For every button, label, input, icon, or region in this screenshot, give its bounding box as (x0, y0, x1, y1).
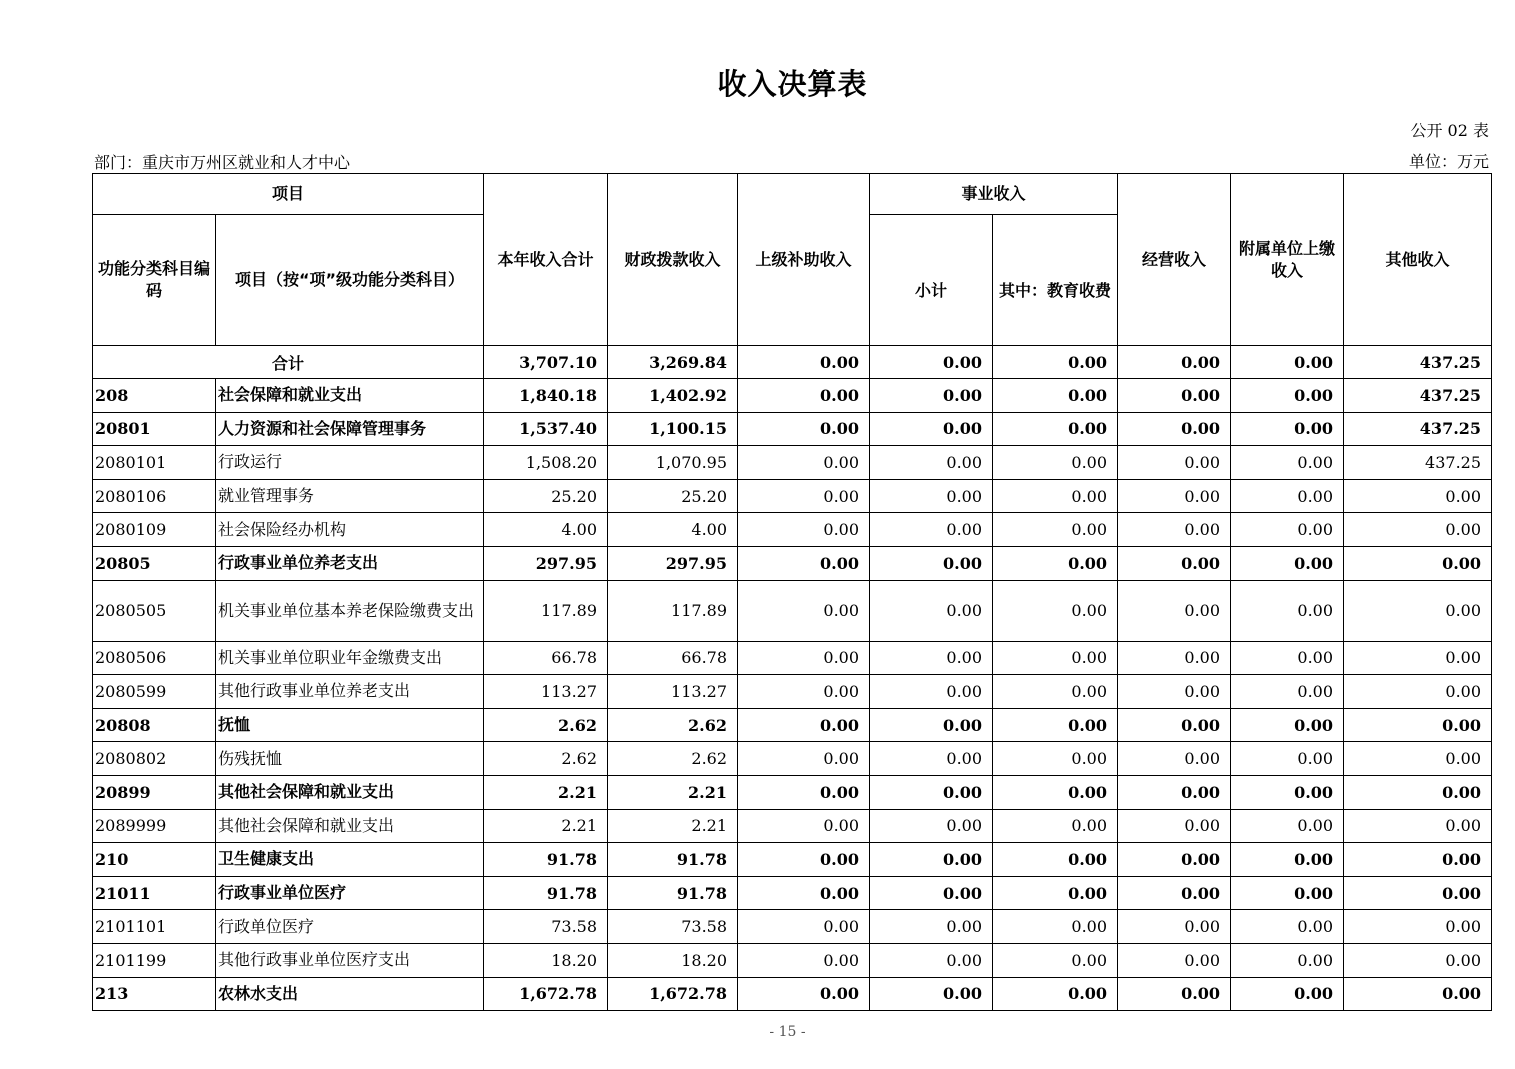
row-value: 0.00 (993, 546, 1118, 580)
row-value: 0.00 (1231, 580, 1344, 641)
row-value: 117.89 (484, 580, 608, 641)
row-value: 0.00 (993, 675, 1118, 709)
total-cell: 3,269.84 (608, 346, 738, 379)
row-value: 0.00 (1231, 843, 1344, 877)
row-value: 91.78 (484, 876, 608, 910)
row-value: 0.00 (1344, 675, 1492, 709)
header-fiscal: 财政拨款收入 (608, 174, 738, 346)
row-value: 66.78 (608, 641, 738, 675)
row-value: 0.00 (1118, 580, 1231, 641)
row-code: 2089999 (93, 809, 216, 843)
row-name: 卫生健康支出 (216, 843, 484, 877)
row-value: 0.00 (870, 412, 993, 446)
row-value: 2.21 (484, 809, 608, 843)
row-value: 0.00 (1118, 775, 1231, 809)
row-value: 0.00 (870, 977, 993, 1011)
row-value: 91.78 (608, 876, 738, 910)
row-value: 25.20 (608, 479, 738, 513)
row-value: 0.00 (1231, 412, 1344, 446)
row-value: 0.00 (993, 809, 1118, 843)
row-code: 2080101 (93, 446, 216, 480)
table-row (93, 446, 1492, 480)
row-code: 208 (93, 379, 216, 413)
row-value: 0.00 (1231, 943, 1344, 977)
row-code: 213 (93, 977, 216, 1011)
header-other: 其他收入 (1344, 174, 1492, 346)
row-value: 1,537.40 (484, 412, 608, 446)
header-superior-subsidy: 上级补助收入 (738, 174, 870, 346)
row-value: 73.58 (608, 910, 738, 944)
row-value: 2.62 (608, 742, 738, 776)
header-func-code: 功能分类科目编码 (93, 215, 216, 346)
row-value: 2.62 (484, 708, 608, 742)
row-value: 0.00 (993, 708, 1118, 742)
form-number: 公开 02 表 (1410, 121, 1489, 140)
row-value: 0.00 (1118, 910, 1231, 944)
row-value: 0.00 (993, 513, 1118, 547)
row-value: 0.00 (993, 580, 1118, 641)
table-row (93, 910, 1492, 944)
row-value: 18.20 (484, 943, 608, 977)
row-value: 0.00 (1118, 977, 1231, 1011)
row-value: 437.25 (1344, 412, 1492, 446)
row-value: 0.00 (738, 412, 870, 446)
total-label: 合计 (93, 346, 484, 379)
row-value: 0.00 (1344, 876, 1492, 910)
row-value: 0.00 (738, 641, 870, 675)
row-value: 0.00 (1344, 775, 1492, 809)
row-value: 0.00 (993, 910, 1118, 944)
row-value: 0.00 (1118, 546, 1231, 580)
row-value: 0.00 (1344, 843, 1492, 877)
row-value: 0.00 (1231, 675, 1344, 709)
row-name: 行政事业单位医疗 (216, 876, 484, 910)
row-value: 0.00 (738, 546, 870, 580)
row-name: 其他社会保障和就业支出 (216, 809, 484, 843)
row-value: 0.00 (1344, 742, 1492, 776)
row-value: 0.00 (993, 775, 1118, 809)
table-row (93, 809, 1492, 843)
header-affiliated: 附属单位上缴收入 (1231, 174, 1344, 346)
row-name: 就业管理事务 (216, 479, 484, 513)
row-value: 0.00 (738, 775, 870, 809)
row-name: 农林水支出 (216, 977, 484, 1011)
table-row (93, 977, 1492, 1011)
row-name: 抚恤 (216, 708, 484, 742)
row-value: 0.00 (1118, 446, 1231, 480)
row-value: 1,508.20 (484, 446, 608, 480)
table-row (93, 379, 1492, 413)
total-cell: 0.00 (1231, 346, 1344, 379)
row-code: 2101199 (93, 943, 216, 977)
row-value: 437.25 (1344, 379, 1492, 413)
row-value: 0.00 (1118, 379, 1231, 413)
table-row (93, 412, 1492, 446)
row-value: 0.00 (1231, 446, 1344, 480)
header-total-income: 本年收入合计 (484, 174, 608, 346)
header-subtotal: 小计 (870, 215, 993, 346)
row-value: 297.95 (608, 546, 738, 580)
total-cell: 0.00 (870, 346, 993, 379)
row-value: 113.27 (608, 675, 738, 709)
row-name: 伤残抚恤 (216, 742, 484, 776)
row-value: 0.00 (993, 742, 1118, 776)
row-value: 0.00 (1344, 641, 1492, 675)
row-value: 0.00 (738, 943, 870, 977)
row-name: 机关事业单位职业年金缴费支出 (216, 641, 484, 675)
row-value: 0.00 (1118, 513, 1231, 547)
row-value: 297.95 (484, 546, 608, 580)
income-table (92, 173, 1492, 1011)
row-value: 2.21 (484, 775, 608, 809)
row-code: 20899 (93, 775, 216, 809)
row-value: 0.00 (1118, 412, 1231, 446)
row-value: 1,840.18 (484, 379, 608, 413)
row-value: 0.00 (993, 379, 1118, 413)
row-value: 0.00 (993, 479, 1118, 513)
row-value: 0.00 (1344, 479, 1492, 513)
row-value: 0.00 (1231, 479, 1344, 513)
row-value: 0.00 (1231, 546, 1344, 580)
row-name: 行政事业单位养老支出 (216, 546, 484, 580)
row-value: 117.89 (608, 580, 738, 641)
row-code: 2080505 (93, 580, 216, 641)
row-code: 2080599 (93, 675, 216, 709)
row-value: 0.00 (1118, 843, 1231, 877)
header-func-name: 项目（按“项”级功能分类科目） (216, 215, 484, 346)
row-value: 0.00 (738, 513, 870, 547)
row-value: 25.20 (484, 479, 608, 513)
row-value: 0.00 (870, 580, 993, 641)
row-value: 0.00 (738, 876, 870, 910)
row-value: 0.00 (738, 580, 870, 641)
row-value: 0.00 (1118, 742, 1231, 776)
table-row (93, 775, 1492, 809)
row-value: 0.00 (1344, 977, 1492, 1011)
row-value: 0.00 (1344, 910, 1492, 944)
row-value: 0.00 (1231, 513, 1344, 547)
row-value: 0.00 (738, 843, 870, 877)
row-value: 0.00 (738, 479, 870, 513)
row-value: 0.00 (738, 446, 870, 480)
row-value: 0.00 (870, 943, 993, 977)
row-code: 21011 (93, 876, 216, 910)
row-value: 0.00 (1344, 708, 1492, 742)
row-value: 0.00 (1344, 943, 1492, 977)
row-name: 社会保障和就业支出 (216, 379, 484, 413)
row-name: 社会保险经办机构 (216, 513, 484, 547)
row-value: 0.00 (1118, 479, 1231, 513)
row-code: 2080506 (93, 641, 216, 675)
row-value: 4.00 (484, 513, 608, 547)
row-value: 0.00 (1231, 977, 1344, 1011)
table-row (93, 675, 1492, 709)
row-value: 0.00 (993, 412, 1118, 446)
table-row (93, 479, 1492, 513)
row-value: 0.00 (870, 809, 993, 843)
row-value: 0.00 (870, 876, 993, 910)
row-value: 0.00 (870, 641, 993, 675)
row-value: 0.00 (870, 379, 993, 413)
row-value: 0.00 (1118, 708, 1231, 742)
row-code: 210 (93, 843, 216, 877)
row-value: 4.00 (608, 513, 738, 547)
row-value: 1,070.95 (608, 446, 738, 480)
row-code: 2080109 (93, 513, 216, 547)
row-value: 1,672.78 (608, 977, 738, 1011)
table-body (93, 346, 1492, 1011)
row-value: 1,672.78 (484, 977, 608, 1011)
row-value: 0.00 (1118, 675, 1231, 709)
row-value: 0.00 (738, 910, 870, 944)
table-row (93, 843, 1492, 877)
row-value: 0.00 (1231, 708, 1344, 742)
row-value: 0.00 (1118, 809, 1231, 843)
row-value: 0.00 (870, 708, 993, 742)
row-code: 2080106 (93, 479, 216, 513)
page-number: - 15 - (769, 1024, 806, 1040)
row-value: 2.21 (608, 809, 738, 843)
row-value: 91.78 (484, 843, 608, 877)
row-value: 2.21 (608, 775, 738, 809)
row-value: 113.27 (484, 675, 608, 709)
row-value: 0.00 (738, 379, 870, 413)
row-value: 0.00 (1231, 742, 1344, 776)
row-value: 0.00 (1118, 641, 1231, 675)
table-row (93, 580, 1492, 641)
total-cell: 437.25 (1344, 346, 1492, 379)
row-value: 0.00 (738, 675, 870, 709)
row-value: 437.25 (1344, 446, 1492, 480)
row-value: 0.00 (1231, 910, 1344, 944)
row-value: 0.00 (738, 742, 870, 776)
row-value: 0.00 (1231, 876, 1344, 910)
row-code: 20808 (93, 708, 216, 742)
header-business-income: 事业收入 (870, 174, 1118, 215)
row-value: 0.00 (870, 479, 993, 513)
table-row (93, 513, 1492, 547)
table-row (93, 742, 1492, 776)
row-value: 1,402.92 (608, 379, 738, 413)
row-value: 91.78 (608, 843, 738, 877)
row-value: 0.00 (870, 742, 993, 776)
row-value: 0.00 (870, 446, 993, 480)
row-value: 0.00 (993, 843, 1118, 877)
row-code: 20805 (93, 546, 216, 580)
row-code: 20801 (93, 412, 216, 446)
row-value: 0.00 (993, 977, 1118, 1011)
row-value: 0.00 (1231, 379, 1344, 413)
row-value: 0.00 (1344, 580, 1492, 641)
department-label: 部门：重庆市万州区就业和人才中心 (94, 153, 351, 172)
row-value: 2.62 (608, 708, 738, 742)
row-value: 0.00 (993, 876, 1118, 910)
row-value: 0.00 (870, 910, 993, 944)
row-value: 0.00 (1344, 546, 1492, 580)
total-cell: 0.00 (993, 346, 1118, 379)
table-row (93, 708, 1492, 742)
row-value: 0.00 (993, 446, 1118, 480)
row-value: 0.00 (1344, 809, 1492, 843)
header-edu-fee: 其中：教育收费 (993, 215, 1118, 346)
row-value: 18.20 (608, 943, 738, 977)
row-value: 0.00 (738, 708, 870, 742)
row-name: 行政运行 (216, 446, 484, 480)
header-project: 项目 (93, 174, 484, 215)
unit-label: 单位：万元 (1408, 152, 1489, 171)
row-value: 0.00 (1231, 775, 1344, 809)
row-value: 66.78 (484, 641, 608, 675)
header-operating: 经营收入 (1118, 174, 1231, 346)
row-value: 0.00 (1118, 943, 1231, 977)
page-title: 收入决算表 (717, 67, 868, 101)
row-value: 0.00 (1231, 809, 1344, 843)
row-value: 0.00 (1344, 513, 1492, 547)
total-row (93, 346, 1492, 379)
row-value: 2.62 (484, 742, 608, 776)
total-cell: 3,707.10 (484, 346, 608, 379)
total-cell: 0.00 (1118, 346, 1231, 379)
row-value: 0.00 (738, 977, 870, 1011)
row-code: 2080802 (93, 742, 216, 776)
row-value: 0.00 (870, 546, 993, 580)
row-value: 0.00 (738, 809, 870, 843)
row-name: 其他社会保障和就业支出 (216, 775, 484, 809)
row-value: 1,100.15 (608, 412, 738, 446)
row-value: 0.00 (870, 775, 993, 809)
row-value: 0.00 (993, 943, 1118, 977)
table-row (93, 943, 1492, 977)
row-name: 其他行政事业单位养老支出 (216, 675, 484, 709)
row-code: 2101101 (93, 910, 216, 944)
row-value: 73.58 (484, 910, 608, 944)
row-value: 0.00 (870, 843, 993, 877)
row-value: 0.00 (993, 641, 1118, 675)
row-name: 机关事业单位基本养老保险缴费支出 (216, 580, 484, 641)
row-value: 0.00 (1231, 641, 1344, 675)
row-name: 人力资源和社会保障管理事务 (216, 412, 484, 446)
row-name: 行政单位医疗 (216, 910, 484, 944)
row-value: 0.00 (1118, 876, 1231, 910)
table-row (93, 641, 1492, 675)
table-row (93, 546, 1492, 580)
row-name: 其他行政事业单位医疗支出 (216, 943, 484, 977)
total-cell: 0.00 (738, 346, 870, 379)
row-value: 0.00 (870, 513, 993, 547)
row-value: 0.00 (870, 675, 993, 709)
table-row (93, 876, 1492, 910)
